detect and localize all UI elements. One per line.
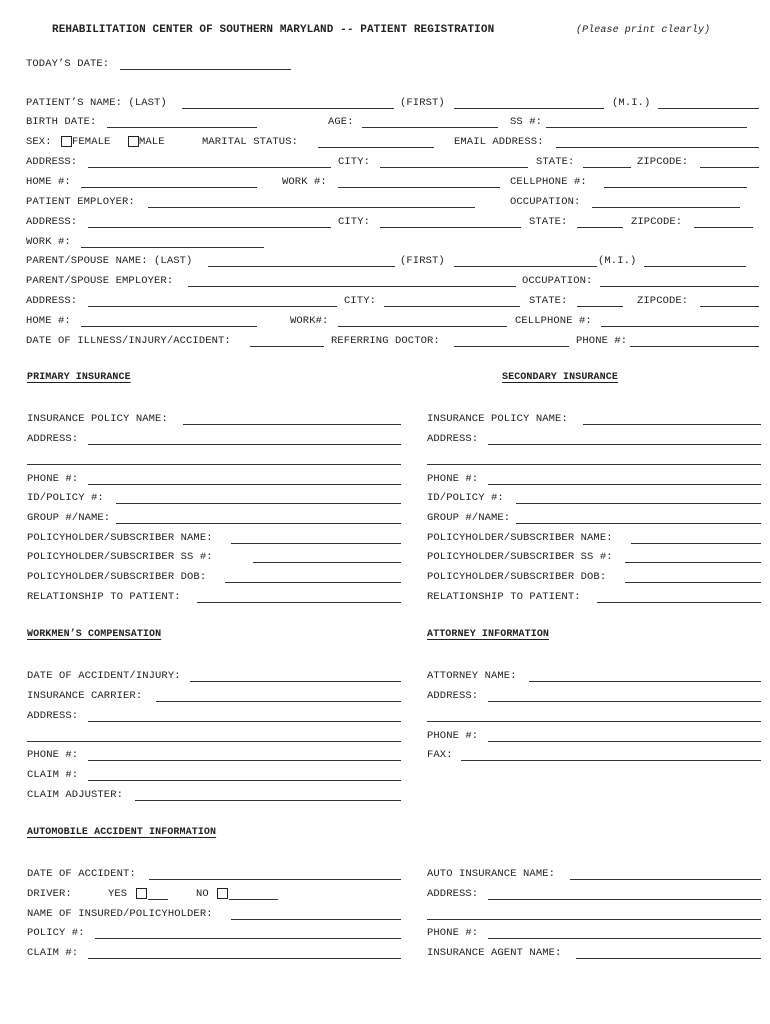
attorney-fax-field[interactable] — [461, 749, 761, 761]
row-parent-name — [26, 253, 760, 269]
row-todays-date — [26, 56, 760, 72]
primary-holder-ss-label: POLICYHOLDER/SUBSCRIBER SS #: — [27, 551, 213, 563]
parent-mi-label: (M.I.) — [598, 255, 637, 267]
row-auto-phone — [427, 925, 761, 941]
primary-id-policy-label: ID/POLICY #: — [27, 492, 104, 504]
auto-policy-field[interactable] — [95, 927, 401, 939]
cellphone-label: CELLPHONE #: — [510, 176, 587, 188]
auto-address-field[interactable] — [488, 888, 761, 900]
marital-status-field[interactable] — [318, 136, 434, 148]
auto-address-label: ADDRESS: — [427, 888, 479, 900]
row-secondary-address-line2 — [427, 451, 761, 467]
row-workmen-carrier — [27, 688, 401, 704]
row-primary-phone — [27, 471, 401, 487]
workmen-claim-label: CLAIM #: — [27, 769, 79, 781]
row-workmen-date — [27, 668, 401, 684]
workmen-adjuster-field[interactable] — [135, 789, 401, 801]
row-attorney-address — [427, 688, 761, 704]
secondary-phone-label: PHONE #: — [427, 473, 479, 485]
row-attorney-address-line2 — [427, 708, 761, 724]
parent-address-field[interactable] — [88, 295, 337, 307]
workmen-phone-label: PHONE #: — [27, 749, 79, 761]
row-workmen-adjuster — [27, 787, 401, 803]
secondary-id-policy-field[interactable] — [516, 492, 761, 504]
secondary-holder-ss-field[interactable] — [625, 551, 761, 563]
driver-no-field[interactable] — [229, 888, 278, 900]
secondary-holder-ss-label: POLICYHOLDER/SUBSCRIBER SS #: — [427, 551, 613, 563]
secondary-address-field[interactable] — [488, 433, 761, 445]
workmen-date-field[interactable] — [190, 670, 401, 682]
primary-policy-name-field[interactable] — [183, 413, 401, 425]
row-patient-address — [26, 154, 760, 170]
secondary-group-field[interactable] — [516, 512, 761, 524]
auto-date-label: DATE OF ACCIDENT: — [27, 868, 136, 880]
attorney-phone-field[interactable] — [488, 730, 761, 742]
parent-last-name-field[interactable] — [208, 255, 395, 267]
row-attorney-name — [427, 668, 761, 684]
primary-phone-label: PHONE #: — [27, 473, 79, 485]
row-secondary-holder-name — [427, 530, 761, 546]
primary-id-policy-field[interactable] — [116, 492, 401, 504]
attorney-name-field[interactable] — [529, 670, 761, 682]
row-workmen-phone — [27, 747, 401, 763]
female-checkbox[interactable] — [61, 136, 72, 147]
primary-holder-ss-field[interactable] — [253, 551, 401, 563]
secondary-holder-name-label: POLICYHOLDER/SUBSCRIBER NAME: — [427, 532, 613, 544]
auto-agent-field[interactable] — [576, 947, 761, 959]
parent-work-label: WORK#: — [290, 315, 329, 327]
driver-no-checkbox[interactable] — [217, 888, 228, 899]
row-workmen-address-line2 — [27, 728, 401, 744]
occupation-field[interactable] — [592, 196, 740, 208]
marital-status-label: MARITAL STATUS: — [202, 136, 299, 148]
driver-label: DRIVER: — [27, 888, 72, 900]
auto-policy-label: POLICY #: — [27, 927, 85, 939]
birth-date-field[interactable] — [107, 116, 257, 128]
primary-relationship-label: RELATIONSHIP TO PATIENT: — [27, 591, 181, 603]
referring-phone-field[interactable] — [630, 335, 759, 347]
driver-yes-label: YES — [108, 888, 128, 900]
parent-zipcode-field[interactable] — [700, 295, 759, 307]
primary-phone-field[interactable] — [88, 473, 401, 485]
employer-address-field[interactable] — [88, 216, 331, 228]
workmen-carrier-field[interactable] — [156, 690, 401, 702]
primary-holder-name-field[interactable] — [231, 532, 401, 544]
parent-employer-label: PARENT/SPOUSE EMPLOYER: — [26, 275, 174, 287]
primary-holder-name-label: POLICYHOLDER/SUBSCRIBER NAME: — [27, 532, 213, 544]
row-workmen-address — [27, 708, 401, 724]
address-label: ADDRESS: — [26, 156, 78, 168]
email-field[interactable] — [556, 136, 759, 148]
secondary-address-label: ADDRESS: — [427, 433, 479, 445]
auto-insurance-name-field[interactable] — [570, 868, 761, 880]
primary-insurance-heading: PRIMARY INSURANCE — [27, 372, 131, 383]
row-primary-relationship — [27, 589, 401, 605]
female-label: FEMALE — [72, 136, 111, 148]
workmen-address-field[interactable] — [88, 710, 401, 722]
parent-occupation-label: OCCUPATION: — [522, 275, 593, 287]
secondary-group-label: GROUP #/NAME: — [427, 512, 511, 524]
row-illness-referring — [26, 333, 760, 349]
row-secondary-phone — [427, 471, 761, 487]
patient-employer-label: PATIENT EMPLOYER: — [26, 196, 135, 208]
row-auto-address — [427, 886, 761, 902]
patient-employer-field[interactable] — [148, 196, 475, 208]
employer-state-label: STATE: — [529, 216, 568, 228]
patient-last-name-field[interactable] — [182, 97, 394, 109]
row-auto-date — [27, 866, 401, 882]
occupation-label: OCCUPATION: — [510, 196, 581, 208]
employer-zipcode-label: ZIPCODE: — [631, 216, 683, 228]
row-auto-insured — [27, 906, 401, 922]
date-illness-field[interactable] — [250, 335, 324, 347]
workmen-date-label: DATE OF ACCIDENT/INJURY: — [27, 670, 181, 682]
attorney-name-label: ATTORNEY NAME: — [427, 670, 517, 682]
workmen-carrier-label: INSURANCE CARRIER: — [27, 690, 143, 702]
city-field[interactable] — [380, 156, 528, 168]
driver-yes-checkbox[interactable] — [136, 888, 147, 899]
auto-phone-label: PHONE #: — [427, 927, 479, 939]
attorney-fax-label: FAX: — [427, 749, 453, 761]
form-subtitle: (Please print clearly) — [576, 25, 711, 36]
parent-zipcode-label: ZIPCODE: — [637, 295, 689, 307]
workmen-claim-field[interactable] — [88, 769, 401, 781]
sex-label: SEX: — [26, 136, 52, 148]
referring-doctor-label: REFERRING DOCTOR: — [331, 335, 440, 347]
auto-insurance-name-label: AUTO INSURANCE NAME: — [427, 868, 556, 880]
age-label: AGE: — [328, 116, 354, 128]
row-secondary-holder-ss — [427, 549, 761, 565]
todays-date-label: TODAY’S DATE: — [26, 58, 110, 70]
row-patient-name — [26, 95, 760, 111]
patient-mi-label: (M.I.) — [612, 97, 651, 109]
auto-phone-field[interactable] — [488, 927, 761, 939]
driver-yes-field[interactable] — [148, 888, 168, 900]
work-phone-field[interactable] — [338, 176, 500, 188]
patient-mi-field[interactable] — [658, 97, 759, 109]
home-phone-field[interactable] — [81, 176, 257, 188]
secondary-phone-field[interactable] — [488, 473, 761, 485]
row-attorney-phone — [427, 728, 761, 744]
row-primary-holder-dob — [27, 569, 401, 585]
employer-state-field[interactable] — [577, 216, 623, 228]
patient-first-name-field[interactable] — [454, 97, 604, 109]
row-secondary-address — [427, 431, 761, 447]
primary-group-field[interactable] — [116, 512, 401, 524]
row-auto-address-line2 — [427, 906, 761, 922]
employer-city-field[interactable] — [380, 216, 521, 228]
employer-zipcode-field[interactable] — [694, 216, 753, 228]
row-attorney-fax — [427, 747, 761, 763]
secondary-holder-dob-label: POLICYHOLDER/SUBSCRIBER DOB: — [427, 571, 607, 583]
parent-cellphone-field[interactable] — [601, 315, 759, 327]
zipcode-field[interactable] — [700, 156, 759, 168]
row-patient-phones — [26, 174, 760, 190]
employer-work-label: WORK #: — [26, 236, 71, 248]
secondary-holder-dob-field[interactable] — [625, 571, 761, 583]
zipcode-label: ZIPCODE: — [637, 156, 689, 168]
row-workmen-claim — [27, 767, 401, 783]
parent-city-label: CITY: — [344, 295, 377, 307]
patient-first-label: (FIRST) — [400, 97, 445, 109]
row-auto-driver — [27, 886, 401, 902]
birth-date-label: BIRTH DATE: — [26, 116, 97, 128]
ss-label: SS #: — [510, 116, 543, 128]
secondary-address-line2-field[interactable] — [427, 453, 761, 465]
form-title: REHABILITATION CENTER OF SOUTHERN MARYLAND -- PATIENT REGISTRATION — [52, 24, 495, 36]
workmen-comp-heading: WORKMEN’S COMPENSATION — [27, 629, 162, 640]
cellphone-field[interactable] — [604, 176, 747, 188]
workmen-adjuster-label: CLAIM ADJUSTER: — [27, 789, 124, 801]
primary-address-line2-field[interactable] — [27, 453, 401, 465]
todays-date-field[interactable] — [120, 58, 291, 70]
row-primary-group — [27, 510, 401, 526]
row-secondary-holder-dob — [427, 569, 761, 585]
work-phone-label: WORK #: — [282, 176, 327, 188]
auto-address-line2-field[interactable] — [427, 908, 761, 920]
parent-work-field[interactable] — [338, 315, 507, 327]
secondary-relationship-label: RELATIONSHIP TO PATIENT: — [427, 591, 581, 603]
row-secondary-group — [427, 510, 761, 526]
address-field[interactable] — [88, 156, 331, 168]
email-label: EMAIL ADDRESS: — [454, 136, 544, 148]
state-label: STATE: — [536, 156, 575, 168]
attorney-address-label: ADDRESS: — [427, 690, 479, 702]
parent-name-last-label: PARENT/SPOUSE NAME: (LAST) — [26, 255, 193, 267]
workmen-address-line2-field[interactable] — [27, 730, 401, 742]
male-label: MALE — [139, 136, 165, 148]
row-secondary-relationship — [427, 589, 761, 605]
parent-home-field[interactable] — [81, 315, 257, 327]
employer-city-label: CITY: — [338, 216, 371, 228]
primary-address-field[interactable] — [88, 433, 401, 445]
parent-address-label: ADDRESS: — [26, 295, 78, 307]
referring-doctor-field[interactable] — [454, 335, 569, 347]
parent-city-field[interactable] — [384, 295, 520, 307]
referring-phone-label: PHONE #: — [576, 335, 628, 347]
driver-no-label: NO — [196, 888, 209, 900]
row-parent-phones — [26, 313, 760, 329]
row-employer-address — [26, 214, 760, 230]
row-employer-work — [26, 234, 760, 250]
workmen-phone-field[interactable] — [88, 749, 401, 761]
parent-cellphone-label: CELLPHONE #: — [515, 315, 592, 327]
secondary-insurance-heading: SECONDARY INSURANCE — [502, 372, 618, 383]
ss-field[interactable] — [546, 116, 747, 128]
home-phone-label: HOME #: — [26, 176, 71, 188]
primary-relationship-field[interactable] — [197, 591, 401, 603]
city-label: CITY: — [338, 156, 371, 168]
male-checkbox[interactable] — [128, 136, 139, 147]
parent-occupation-field[interactable] — [600, 275, 759, 287]
row-auto-insurance-name — [427, 866, 761, 882]
row-primary-policy-name — [27, 411, 401, 427]
parent-first-label: (FIRST) — [400, 255, 445, 267]
attorney-phone-label: PHONE #: — [427, 730, 479, 742]
row-primary-address — [27, 431, 401, 447]
row-birth-date — [26, 114, 760, 130]
primary-holder-dob-label: POLICYHOLDER/SUBSCRIBER DOB: — [27, 571, 207, 583]
row-primary-address-line2 — [27, 451, 401, 467]
auto-date-field[interactable] — [149, 868, 401, 880]
row-auto-claim — [27, 945, 401, 961]
row-patient-employer — [26, 194, 760, 210]
state-field[interactable] — [583, 156, 631, 168]
row-primary-id-policy — [27, 490, 401, 506]
patient-name-last-label: PATIENT’S NAME: (LAST) — [26, 97, 167, 109]
row-primary-holder-ss — [27, 549, 401, 565]
attorney-heading: ATTORNEY INFORMATION — [427, 629, 550, 640]
auto-agent-label: INSURANCE AGENT NAME: — [427, 947, 562, 959]
secondary-holder-name-field[interactable] — [631, 532, 761, 544]
row-parent-address — [26, 293, 760, 309]
employer-work-field[interactable] — [81, 236, 264, 248]
row-auto-agent — [427, 945, 761, 961]
primary-holder-dob-field[interactable] — [225, 571, 401, 583]
row-parent-employer — [26, 273, 760, 289]
row-primary-holder-name — [27, 530, 401, 546]
primary-address-label: ADDRESS: — [27, 433, 79, 445]
parent-first-name-field[interactable] — [454, 255, 597, 267]
secondary-id-policy-label: ID/POLICY #: — [427, 492, 504, 504]
secondary-policy-name-label: INSURANCE POLICY NAME: — [427, 413, 568, 425]
date-illness-label: DATE OF ILLNESS/INJURY/ACCIDENT: — [26, 335, 231, 347]
parent-employer-field[interactable] — [188, 275, 516, 287]
age-field[interactable] — [362, 116, 498, 128]
row-sex-marital-email — [26, 134, 760, 150]
employer-address-label: ADDRESS: — [26, 216, 78, 228]
auto-claim-label: CLAIM #: — [27, 947, 79, 959]
auto-claim-field[interactable] — [88, 947, 401, 959]
primary-group-label: GROUP #/NAME: — [27, 512, 111, 524]
workmen-address-label: ADDRESS: — [27, 710, 79, 722]
attorney-address-field[interactable] — [488, 690, 761, 702]
parent-home-label: HOME #: — [26, 315, 71, 327]
auto-insured-label: NAME OF INSURED/POLICYHOLDER: — [27, 908, 213, 920]
secondary-relationship-field[interactable] — [597, 591, 761, 603]
auto-insured-field[interactable] — [231, 908, 401, 920]
primary-policy-name-label: INSURANCE POLICY NAME: — [27, 413, 168, 425]
parent-state-field[interactable] — [577, 295, 623, 307]
parent-state-label: STATE: — [529, 295, 568, 307]
row-auto-policy — [27, 925, 401, 941]
auto-accident-heading: AUTOMOBILE ACCIDENT INFORMATION — [27, 827, 217, 838]
attorney-address-line2-field[interactable] — [427, 710, 761, 722]
row-secondary-id-policy — [427, 490, 761, 506]
row-secondary-policy-name — [427, 411, 761, 427]
secondary-policy-name-field[interactable] — [583, 413, 761, 425]
parent-mi-field[interactable] — [644, 255, 746, 267]
